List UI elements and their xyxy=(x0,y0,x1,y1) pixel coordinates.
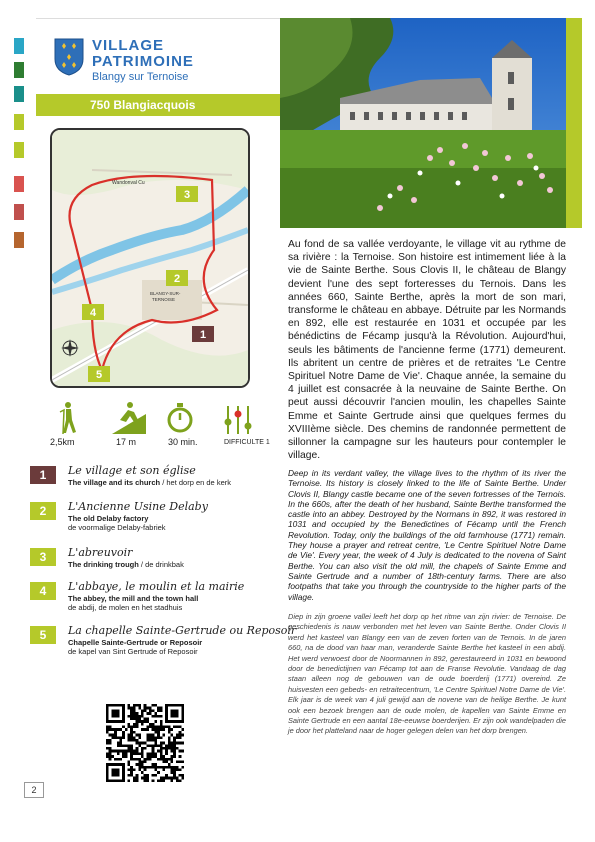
side-tab xyxy=(14,38,24,54)
qr-code[interactable] xyxy=(106,704,184,782)
crest-icon xyxy=(53,37,85,77)
route-english-label: The drinking trough xyxy=(68,560,139,569)
route-english-label: The old Delaby factory xyxy=(68,514,149,523)
route-map xyxy=(50,128,250,388)
hiker-icon xyxy=(60,402,76,434)
route-number-badge: 3 xyxy=(30,548,56,566)
side-tab xyxy=(14,232,24,248)
svg-text:1: 1 xyxy=(199,329,207,341)
route-dutch-label: de abdij, de molen en het stadhuis xyxy=(68,603,183,612)
side-tab xyxy=(14,114,24,130)
svg-text:2: 2 xyxy=(173,273,181,285)
route-title: L'abreuvoir xyxy=(68,546,133,559)
route-english-label: Chapelle Sainte-Gertrude or Reposoir xyxy=(68,638,203,647)
stat-distance: 2,5km xyxy=(50,437,75,447)
route-number-badge: 4 xyxy=(30,582,56,600)
route-title: L'abbaye, le moulin et la mairie xyxy=(68,580,245,593)
route-english xyxy=(68,594,198,603)
map-marker-4 xyxy=(82,304,104,320)
text-english: Deep in its verdant valley, the village lives to the rhythm of its river the Ternoise. Its history is closely linked to the life of Sainte Berthe. Under Clovis II, Blangy castle became one of the seven fortresses of the Ternois. In the 660s, after the death of her husband, Sainte Berthe transformed the castle into an abbey. Destroyed by the Normans in 892, it was restored in 1031 and occupied by the Benedictines of Fécamp until the French Revolution. Today, only the buildings of the old farmhouse (1771) remain. They house a prayer and retreat centre, 'Le Centre Spirituel Notre Dame de Vie'. Every year, the week of 4 July is dedicated to the novena of Saint Berthe. You can also visit the old mill, the chapels of Sainte Emme and Sainte Gertrude and a number of 18th-century farms. There are also footpaths that take you through the countryside to the higher parts of the village. xyxy=(288,468,566,602)
route-english xyxy=(68,638,202,647)
brand-village: VILLAGE xyxy=(92,37,165,54)
stat-duration: 30 min. xyxy=(168,437,198,447)
logo-header xyxy=(36,18,280,95)
side-tab xyxy=(14,176,24,192)
route-dutch-label: de voormalige Delaby-fabriek xyxy=(68,523,166,532)
route-dutch-label: / de drinkbak xyxy=(138,560,184,569)
map-marker-1 xyxy=(192,326,214,342)
stats-icons xyxy=(50,400,270,436)
accent-band xyxy=(566,18,582,228)
route-title: L'Ancienne Usine Delaby xyxy=(68,500,208,513)
stat-difficulty: DIFFICULTE 1 xyxy=(224,439,270,446)
route-english-label: The village and its church xyxy=(68,478,161,487)
side-tab xyxy=(14,204,24,220)
town-name: Blangy sur Ternoise xyxy=(92,71,189,83)
route-english xyxy=(68,514,148,523)
map-canvas xyxy=(52,130,248,386)
route-dutch-label: / het dorp en de kerk xyxy=(160,478,231,487)
page-number: 2 xyxy=(24,782,44,798)
route-english-label: The abbey, the mill and the town hall xyxy=(68,594,199,603)
route-number-badge: 2 xyxy=(30,502,56,520)
side-tab xyxy=(14,142,24,158)
svg-text:5: 5 xyxy=(95,369,103,381)
side-tab xyxy=(14,86,24,102)
difficulty-icon xyxy=(225,406,252,434)
map-marker-2 xyxy=(166,270,188,286)
svg-text:3: 3 xyxy=(183,189,191,201)
map-label-top: Wandonval Cu xyxy=(112,180,145,186)
abbey-photo xyxy=(280,18,566,228)
stat-elevation: 17 m xyxy=(116,437,137,447)
route-number-badge: 1 xyxy=(30,466,56,484)
route-dutch-label: de kapel van Sint Gertrude of Reposoir xyxy=(68,647,198,656)
map-label-center-2: TERNOISE xyxy=(152,297,176,302)
route-english xyxy=(68,478,231,487)
map-marker-3 xyxy=(176,186,198,202)
route-title: Le village et son église xyxy=(68,464,196,477)
route-english xyxy=(68,560,184,569)
elevation-icon xyxy=(112,402,146,434)
map-marker-5 xyxy=(88,366,110,382)
text-french: Au fond de sa vallée verdoyante, le village vit au rythme de sa rivière : la Ternoise. Son histoire est intimement liée à la vie de Sainte Berthe. Sous Clovis II, le château de Blangy devient l'une des sept forteresses du Ternois. Dans les années 660, Sainte Berthe, après la mort de son mari, transforme le château en abbaye. Détruite par les Normands en 892, elle est restaurée en 1031 et occupée par les bénédictins de Fécamp jusqu'à la Révolution. Aujourd'hui, seuls les bâtiments de l'ancienne ferme (1771) demeurent. Ils abritent un centre de prières et de retraites 'Le Centre Spirituel Notre Dame de Vie'. Chaque année, la semaine du 4 juillet est consacrée à la neuvaine de Sainte Berthe. On peut aussi découvrir l'ancien moulin, les chapelles Sainte Emme et Sainte Gertrude ainsi que quelques fermes du XVIIIème siècle. Des chemins de randonnée permettent de sillonner la campagne sur les hauteurs pour contempler le village. xyxy=(288,239,566,462)
subtitle-band xyxy=(36,94,280,116)
population-label: 750 Blangiacquois xyxy=(90,98,196,112)
brand-patrimoine: PATRIMOINE xyxy=(92,53,194,70)
text-dutch: Diep in zijn groene vallei leeft het dorp op het ritme van zijn rivier: de Ternoise. De geschiedenis is nauw verbonden met het leven van Sainte Berthe. Onder Clovis II werd het kasteel van Blangy een van de zeven forten van de Ternois. In de jaren 660, na de dood van haar man, veranderde Sainte Berthe het kasteel in een abdij. Het werd verwoest door de Noormannen in 892, gerestaureerd in 1031 en bewoond door de benedictijnen van Fécamp tot aan de Franse Revolutie. Vandaag de dag staan alleen nog de gebouwen van de oude boerderij (1771) overeind. Ze huisvesten een gebeds- en retraitecentrum, 'Le Centre Spirituel Notre Dame de Vie'. Elk jaar is de week van 4 juli gewijd aan de novene van de heilige Berthe. Je kunt ook een bezoek brengen aan de oude molen, de kapellen van Sainte Emme en Sainte Gertrude en een aantal 18e-eeuwse boerderijen. Er zijn ook wandelpaden die je door het platteland naar de hoger gelegen delen van het dorp brengen. xyxy=(288,612,566,736)
side-tab xyxy=(14,62,24,78)
map-label-center-1: BLANGY-SUR- xyxy=(150,291,181,296)
route-title: La chapelle Sainte-Gertrude ou Reposoir xyxy=(68,624,297,637)
route-number-badge: 5 xyxy=(30,626,56,644)
stopwatch-icon xyxy=(169,403,191,431)
svg-text:4: 4 xyxy=(89,307,97,319)
